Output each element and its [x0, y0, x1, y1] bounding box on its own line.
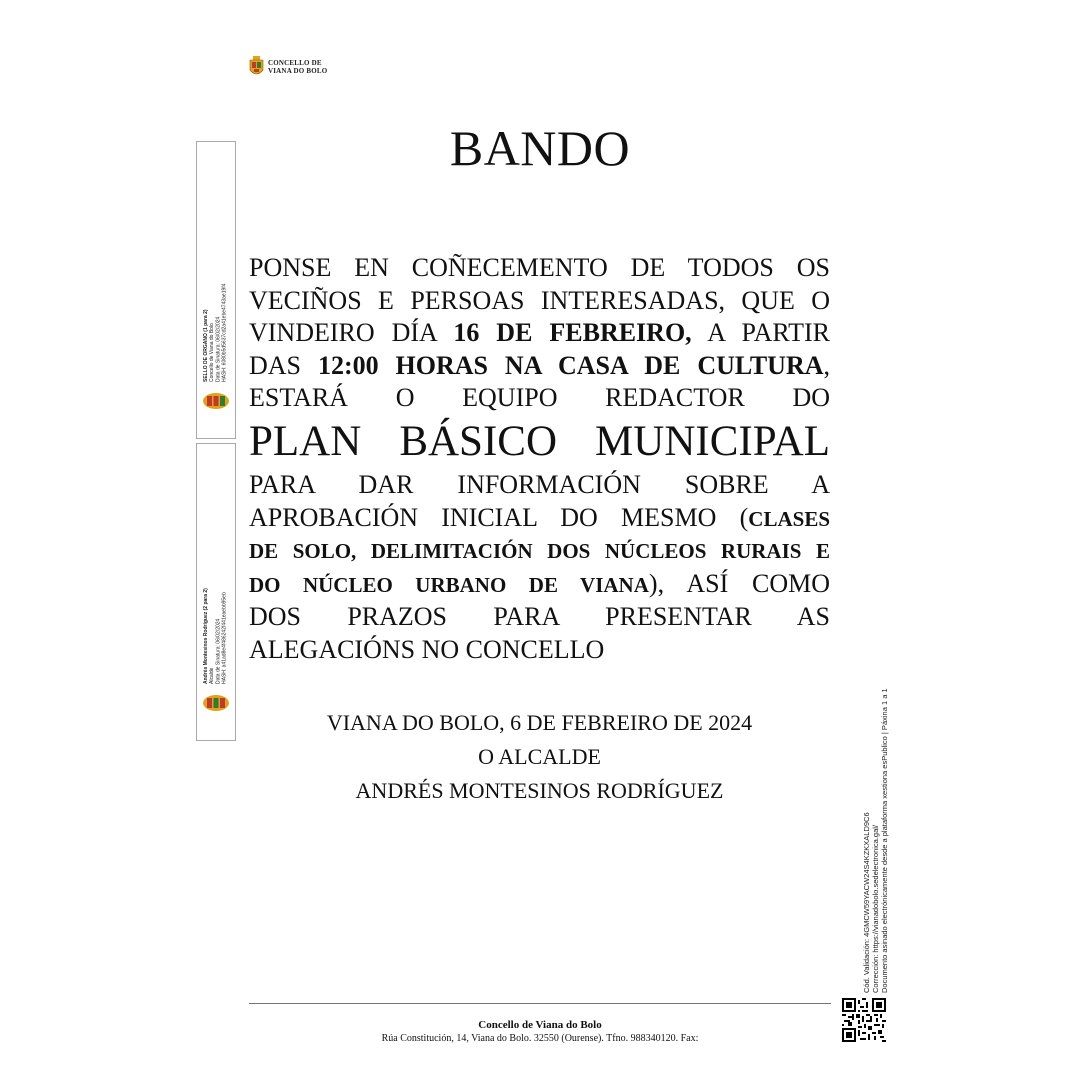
- body-line: DAS 12:00 HORAS NA CASA DE CULTURA,: [249, 350, 831, 380]
- seal-box-text: Andrés Montesinos Rodríguez (2 para 2) Alcalde Data de Sinatura: 06/02/2024 HASH: a41ad8e4f486242f441eaebb95eb: [203, 588, 228, 684]
- body-line: DO NÚCLEO URBANO DE VIANA), ASÍ COMO: [249, 568, 830, 598]
- place-date: VIANA DO BOLO, 6 DE FEBREIRO DE 2024: [326, 710, 753, 735]
- coat-of-arms-icon: [202, 392, 230, 410]
- signature-block: [249, 706, 830, 808]
- footer-organization: Concello de Viana do Bolo: [478, 1019, 602, 1031]
- seal-box-mayor: [196, 443, 236, 741]
- coat-of-arms-icon: [202, 694, 230, 712]
- logo-line-2: VIANA DO BOLO: [268, 67, 328, 75]
- validation-note: Documento asinado electrónicamente desde a plataforma xestiona esPublico | Páxina 1 a 1: [880, 688, 889, 993]
- body-line: ALEGACIÓNS NO CONCELLO: [249, 634, 605, 664]
- seal-box-text: SELLO DE ÓRGANO (1 para 2) Concello de Viana do Bolo Data de Sinatura: 06/02/2024 HASH: 6080b5d5637cd2a41ebe4743ae19f4: [203, 283, 228, 382]
- footer-address: Rúa Constitución, 14, Viana do Bolo. 32550 (Ourense). Tfno. 988340120. Fax:: [381, 1033, 699, 1044]
- bold-topic: CLASES: [748, 506, 830, 531]
- bold-topic-line: DE SOLO, DELIMITACIÓN DOS NÚCLEOS RURAIS E: [249, 539, 830, 564]
- body-line: DOS PRAZOS PARA PRESENTAR AS: [249, 602, 830, 632]
- validation-text: [862, 678, 896, 993]
- qr-code-icon: [842, 998, 886, 1042]
- signer-name: ANDRÉS MONTESINOS RODRÍGUEZ: [355, 778, 724, 803]
- body-line: VECIÑOS E PERSOAS INTERESADAS, QUE O: [249, 285, 830, 315]
- header-logo: [249, 56, 327, 78]
- footer-divider: [249, 1003, 831, 1004]
- body-line: ESTARÁ O EQUIPO REDACTOR DO: [249, 383, 830, 413]
- plan-heading: PLAN BÁSICO MUNICIPAL: [249, 417, 830, 465]
- event-date: 16 DE FEBREIRO,: [453, 318, 692, 348]
- validation-url: Corrección: https://vianadobolo.sedelectronica.gal/: [871, 824, 880, 993]
- validation-code: Cód. Validación: 4GMCW59YACW24S4KZKXALD9C6: [862, 812, 871, 993]
- logo-line-1: CONCELLO DE: [268, 59, 322, 67]
- event-time-place: 12:00 HORAS NA CASA DE CULTURA: [317, 350, 824, 380]
- logo-text: [268, 59, 327, 75]
- page-title: BANDO: [449, 120, 631, 176]
- body-line: VINDEIRO DÍA 16 DE FEBREIRO, A PARTIR: [249, 318, 831, 348]
- announcement-body: [249, 252, 830, 667]
- body-line: APROBACIÓN INICIAL DO MESMO (CLASES: [249, 502, 830, 532]
- body-line: PONSE EN COÑECEMENTO DE TODOS OS: [249, 253, 830, 282]
- body-line: PARA DAR INFORMACIÓN SOBRE A: [249, 469, 830, 499]
- seal-box-organ: [196, 141, 236, 439]
- coat-of-arms-icon: [249, 56, 264, 78]
- bold-topic: DO NÚCLEO URBANO DE VIANA: [249, 572, 649, 597]
- signer-role: O ALCALDE: [478, 744, 601, 769]
